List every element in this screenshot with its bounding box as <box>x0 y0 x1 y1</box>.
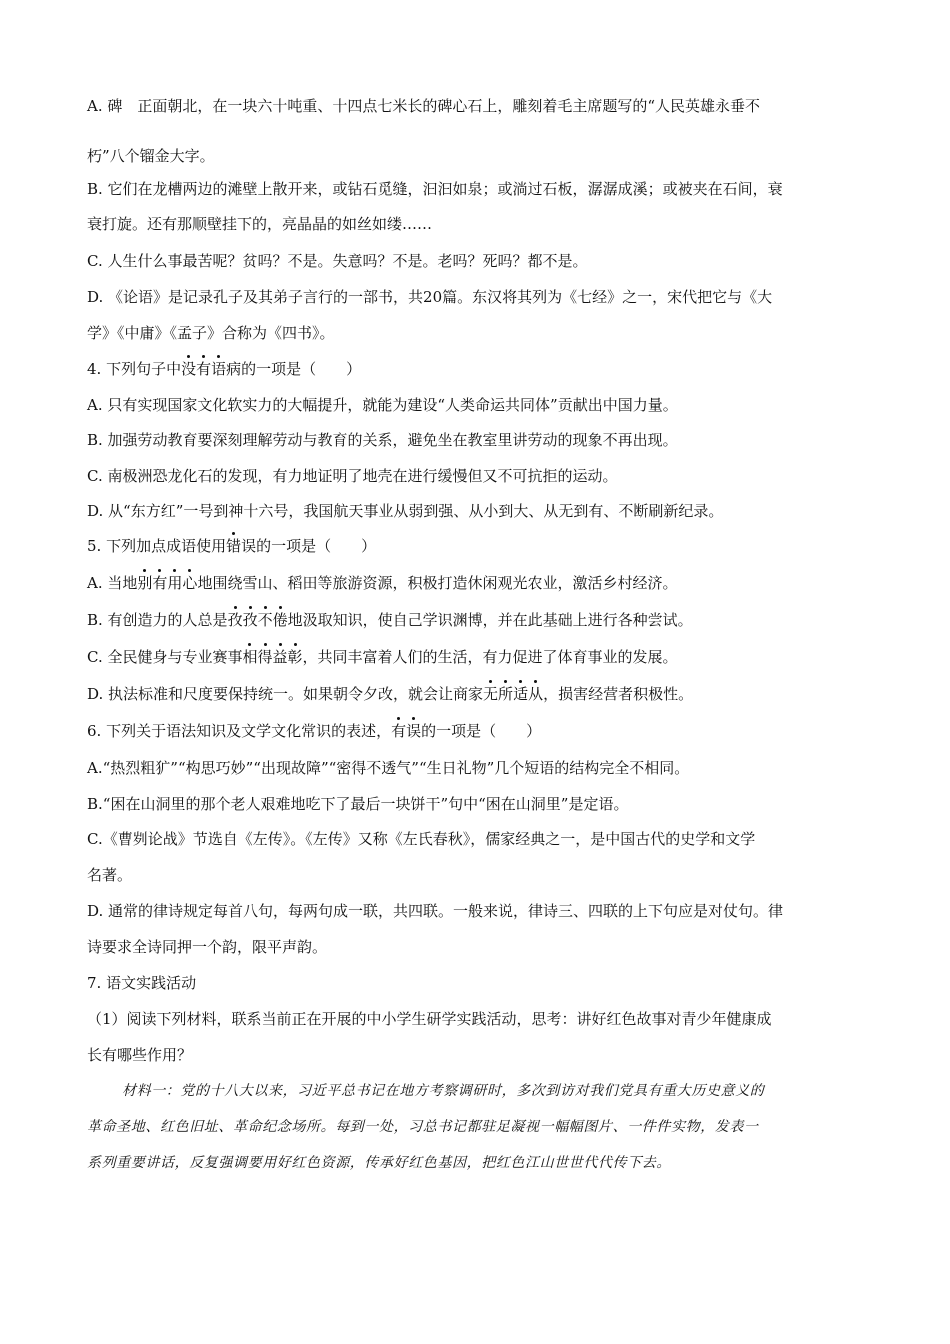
q6-option-c-line2: 名著。 <box>87 866 133 884</box>
q3-option-a-line1: A. 碑 正面朝北，在一块六十吨重、十四点七米长的碑心石上，雕刻着毛主席题写的“人民英雄永垂不 <box>87 97 761 115</box>
q3-option-d-line2: 学》《中庸》《孟子》合称为《四书》。 <box>87 324 335 342</box>
material1-line3: 系列重要讲话，反复强调要用好红色资源，传承好红色基因，把红色江山世世代代传下去。 <box>87 1155 671 1171</box>
emphasis-char: 心 <box>182 574 198 592</box>
q4-option-a: A. 只有实现国家文化软实力的大幅提升，就能为建设“人类命运共同体”贡献出中国力量。 <box>87 396 678 414</box>
material1-line2: 革命圣地、红色旧址、革命纪念场所。每到一处，习总书记都驻足凝视一幅幅图片、一件件实物，发表一 <box>87 1119 759 1135</box>
emphasis-char: 倦 <box>272 611 288 629</box>
emphasis-char: 有 <box>391 722 407 740</box>
emphasis-char: 从 <box>528 685 544 703</box>
q6-option-b: B.“困在山洞里的那个老人艰难地吃下了最后一块饼干”句中“困在山洞里”是定语。 <box>87 795 629 813</box>
q6-option-d-line2: 诗要求全诗同押一个韵，限平声韵。 <box>87 938 328 956</box>
emphasis-char: 别 <box>137 574 153 592</box>
q3-option-d-line1: D. 《论语》是记录孔子及其弟子言行的一部书，共20篇。东汉将其列为《七经》之一，宋代把它与《大 <box>87 288 773 306</box>
q5-option-b: B. 有创造力的人总是孜孜不倦地汲取知识，使自己学识渊博，并在此基础上进行各种尝试。 <box>87 611 693 629</box>
emphasis-char: 误 <box>406 722 422 740</box>
emphasis-char: 语 <box>211 360 227 378</box>
emphasis-char: 孜 <box>242 611 258 629</box>
emphasis-char: 孜 <box>227 611 243 629</box>
q7-title: 7. 语文实践活动 <box>87 974 197 992</box>
emphasis-char: 益 <box>272 648 288 666</box>
emphasis-char: 得 <box>257 648 273 666</box>
q5-option-a: A. 当地别有用心地围绕雪山、稻田等旅游资源，积极打造休闲观光农业，激活乡村经济。 <box>87 574 678 592</box>
q4-option-b: B. 加强劳动教育要深刻理解劳动与教育的关系，避免坐在教室里讲劳动的现象不再出现。 <box>87 431 678 449</box>
emphasis-char: 所 <box>498 685 514 703</box>
q7-sub1-line1: （1）阅读下列材料，联系当前正在开展的中小学生研学实践活动，思考：讲好红色故事对青少年健康成 <box>87 1010 772 1028</box>
q5-option-d: D. 执法标准和尺度要保持统一。如果朝令夕改，就会让商家无所适从，损害经营者积极性。 <box>87 685 694 703</box>
q4-option-c: C. 南极洲恐龙化石的发现，有力地证明了地壳在进行缓慢但又不可抗拒的运动。 <box>87 467 618 485</box>
emphasis-char: 不 <box>257 611 273 629</box>
emphasis-char: 彰 <box>287 648 303 666</box>
emphasis-char: 错 <box>226 537 242 555</box>
q5-option-c: C. 全民健身与专业赛事相得益彰，共同丰富着人们的生活，有力促进了体育事业的发展。 <box>87 648 678 666</box>
q7-sub1-line2: 长有哪些作用？ <box>87 1046 193 1064</box>
q4-stem: 4. 下列句子中没有语病的一项是（ ） <box>87 360 362 378</box>
q6-option-c-line1: C.《曹刿论战》节选自《左传》。《左传》又称《左氏春秋》，儒家经典之一，是中国古代的史学和文学 <box>87 830 756 848</box>
q6-stem: 6. 下列关于语法知识及文学文化常识的表述，有误的一项是（ ） <box>87 722 542 740</box>
emphasis-char: 用 <box>167 574 183 592</box>
emphasis-char: 有 <box>196 360 212 378</box>
emphasis-char: 有 <box>152 574 168 592</box>
q6-option-a: A.“热烈粗犷”“构思巧妙”“出现故障”“密得不透气”“生日礼物”几个短语的结构完全不相同。 <box>87 759 690 777</box>
q4-option-d: D. 从“东方红”一号到神十六号，我国航天事业从弱到强、从小到大、从无到有、不断刷新纪录。 <box>87 502 724 520</box>
q6-option-d-line1: D. 通常的律诗规定每首八句，每两句成一联，共四联。一般来说，律诗三、四联的上下句应是对仗句。律 <box>87 902 784 920</box>
q3-option-a-line2: 朽”八个镏金大字。 <box>87 147 215 165</box>
emphasis-char: 相 <box>242 648 258 666</box>
q3-option-b-line2: 衰打旋。还有那顺壁挂下的，亮晶晶的如丝如缕…… <box>87 215 433 233</box>
emphasis-char: 适 <box>513 685 529 703</box>
q3-option-c: C. 人生什么事最苦呢？贫吗？不是。失意吗？不是。老吗？死吗？都不是。 <box>87 252 588 270</box>
emphasis-char: 没 <box>181 360 197 378</box>
emphasis-char: 无 <box>483 685 499 703</box>
q5-stem: 5. 下列加点成语使用错误的一项是（ ） <box>87 537 377 555</box>
material1-line1: 材料一：党的十八大以来，习近平总书记在地方考察调研时，多次到访对我们党具有重大历史意义的 <box>122 1083 765 1099</box>
q3-option-b-line1: B. 它们在龙槽两边的滩壁上散开来，或钻石觅缝，汩汩如泉；或淌过石板，潺潺成溪；或被夹在石间，衰 <box>87 180 783 198</box>
